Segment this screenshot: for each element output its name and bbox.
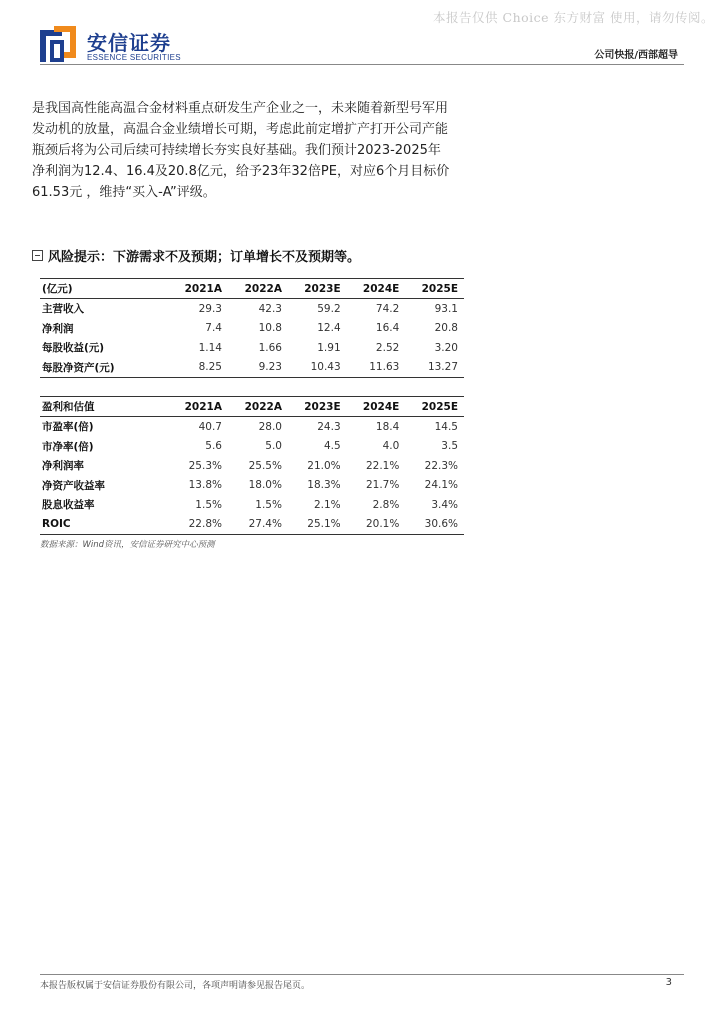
table-row bbox=[40, 319, 464, 339]
table-cell: 93.1 bbox=[434, 302, 458, 315]
table-row bbox=[40, 495, 464, 515]
section-box-icon bbox=[32, 250, 43, 261]
table-cell: 18.4 bbox=[375, 420, 400, 433]
table-cell: 20.8 bbox=[434, 322, 458, 335]
table-cell: 22.8% bbox=[168, 515, 228, 535]
risk-warning bbox=[32, 246, 360, 265]
table-cell: 13.8% bbox=[188, 479, 222, 492]
row-label: 净资产收益率 bbox=[42, 479, 105, 492]
row-label: 每股净资产(元) bbox=[40, 358, 168, 378]
copyright-notice: 本报告版权属于安信证券股份有限公司，各项声明请参见报告尾页。 bbox=[40, 981, 311, 991]
table-cell: 7.4 bbox=[205, 322, 222, 335]
table-header-cell: 2021A bbox=[168, 279, 228, 299]
page-number: 3 bbox=[665, 977, 672, 988]
table-cell: 42.3 bbox=[258, 302, 282, 315]
table-cell: 27.4% bbox=[228, 515, 288, 535]
valuation-table bbox=[40, 396, 464, 535]
table-cell: 24.1% bbox=[424, 479, 458, 492]
table-header-cell: 2024E bbox=[347, 279, 406, 299]
table-cell: 14.5 bbox=[434, 420, 458, 433]
table-cell: 2.8% bbox=[372, 498, 400, 511]
table-cell: 24.3 bbox=[317, 420, 341, 433]
financial-summary-table bbox=[40, 278, 464, 378]
table-header-cell: (亿元) bbox=[40, 279, 168, 299]
table-cell: 11.63 bbox=[347, 358, 406, 378]
logo-mark-icon bbox=[40, 26, 76, 62]
risk-text: 风险提示：下游需求不及预期；订单增长不及预期等。 bbox=[48, 250, 361, 265]
table-cell: 22.1% bbox=[365, 459, 400, 472]
table-cell: 3.5 bbox=[441, 440, 458, 453]
row-label: 净利润率 bbox=[42, 460, 84, 473]
table-cell: 1.66 bbox=[258, 341, 282, 354]
table-cell: 4.5 bbox=[323, 440, 341, 453]
logo-name-en: ESSENCE SECURITIES bbox=[87, 53, 181, 62]
table-row bbox=[40, 456, 464, 476]
row-label: 股息收益率 bbox=[42, 499, 95, 512]
table-cell: 20.1% bbox=[347, 515, 406, 535]
table-cell: 10.8 bbox=[258, 322, 282, 335]
table-header-cell: 2023E bbox=[288, 397, 347, 417]
table-row bbox=[40, 338, 464, 358]
table-cell: 1.91 bbox=[317, 341, 341, 354]
data-source-note: 数据来源：Wind资讯，安信证券研究中心预测 bbox=[40, 540, 215, 550]
table-cell: 25.1% bbox=[288, 515, 347, 535]
table-row bbox=[40, 476, 464, 496]
table-header-row bbox=[40, 397, 464, 417]
table-header-row bbox=[40, 279, 464, 299]
table-cell: 12.4 bbox=[317, 322, 341, 335]
table-cell: 9.23 bbox=[228, 358, 288, 378]
table-cell: 22.3% bbox=[424, 459, 458, 472]
table-cell: 5.6 bbox=[205, 440, 222, 453]
table-cell: 1.5% bbox=[255, 498, 282, 511]
table-cell: 13.27 bbox=[405, 358, 464, 378]
table-cell: 3.20 bbox=[434, 341, 458, 354]
table-header-cell: 2022A bbox=[228, 279, 288, 299]
table-row bbox=[40, 299, 464, 319]
table-cell: 21.0% bbox=[307, 459, 341, 472]
table-row bbox=[40, 358, 464, 378]
table-cell: 28.0 bbox=[258, 420, 282, 433]
row-label: 市盈率(倍) bbox=[42, 421, 94, 434]
header-divider bbox=[40, 64, 684, 65]
table-cell: 2.52 bbox=[375, 341, 400, 354]
table-header-cell: 2022A bbox=[228, 397, 288, 417]
logo-name-cn: 安信证券 bbox=[87, 31, 171, 55]
table-cell: 5.0 bbox=[265, 440, 282, 453]
report-category: 公司快报/西部超导 bbox=[594, 50, 678, 61]
row-label: 每股收益(元) bbox=[42, 342, 105, 355]
table-cell: 8.25 bbox=[168, 358, 228, 378]
table-cell: 18.0% bbox=[248, 479, 282, 492]
table-cell: 29.3 bbox=[198, 302, 222, 315]
table-cell: 40.7 bbox=[198, 420, 222, 433]
table-row bbox=[40, 417, 464, 437]
row-label: 市净率(倍) bbox=[42, 440, 94, 453]
table-cell: 2.1% bbox=[313, 498, 341, 511]
table-cell: 1.5% bbox=[195, 498, 222, 511]
table-cell: 74.2 bbox=[375, 302, 400, 315]
table-cell: 1.14 bbox=[198, 341, 222, 354]
table-cell: 59.2 bbox=[317, 302, 341, 315]
table-row bbox=[40, 515, 464, 535]
table-header-cell: 盈利和估值 bbox=[40, 397, 168, 417]
table-cell: 18.3% bbox=[307, 479, 341, 492]
table-cell: 21.7% bbox=[365, 479, 400, 492]
row-label: ROIC bbox=[40, 515, 168, 535]
row-label: 净利润 bbox=[42, 322, 74, 335]
table-header-cell: 2025E bbox=[405, 397, 464, 417]
table-header-cell: 2024E bbox=[347, 397, 406, 417]
table-cell: 25.3% bbox=[188, 459, 222, 472]
summary-paragraph bbox=[32, 98, 452, 203]
table-cell: 4.0 bbox=[382, 440, 400, 453]
watermark-text: 本报告仅供 Choice 东方财富 使用，请勿传阅。 bbox=[433, 10, 714, 25]
table-cell: 3.4% bbox=[431, 498, 458, 511]
row-label: 主营收入 bbox=[42, 303, 84, 316]
company-logo bbox=[40, 26, 200, 66]
table-header-cell: 2025E bbox=[405, 279, 464, 299]
summary-text: 是我国高性能高温合金材料重点研发生产企业之一，未来随着新型号军用发动机的放量，高温合金业绩增长可期，考虑此前定增扩产打开公司产能瓶颈后将为公司后续可持续增长夯实良好基础。我们预计2023-2025年净利润为12.4、16.4及20.8亿元，给予23年32倍PE，对应6个月目标价61.53元 ，维持“买入-A”评级。 bbox=[32, 101, 450, 200]
table-cell: 30.6% bbox=[405, 515, 464, 535]
table-header-cell: 2021A bbox=[168, 397, 228, 417]
table-header-cell: 2023E bbox=[288, 279, 347, 299]
table-cell: 25.5% bbox=[248, 459, 282, 472]
footer-divider bbox=[40, 974, 684, 975]
table-cell: 10.43 bbox=[288, 358, 347, 378]
table-row bbox=[40, 437, 464, 457]
table-cell: 16.4 bbox=[375, 322, 400, 335]
